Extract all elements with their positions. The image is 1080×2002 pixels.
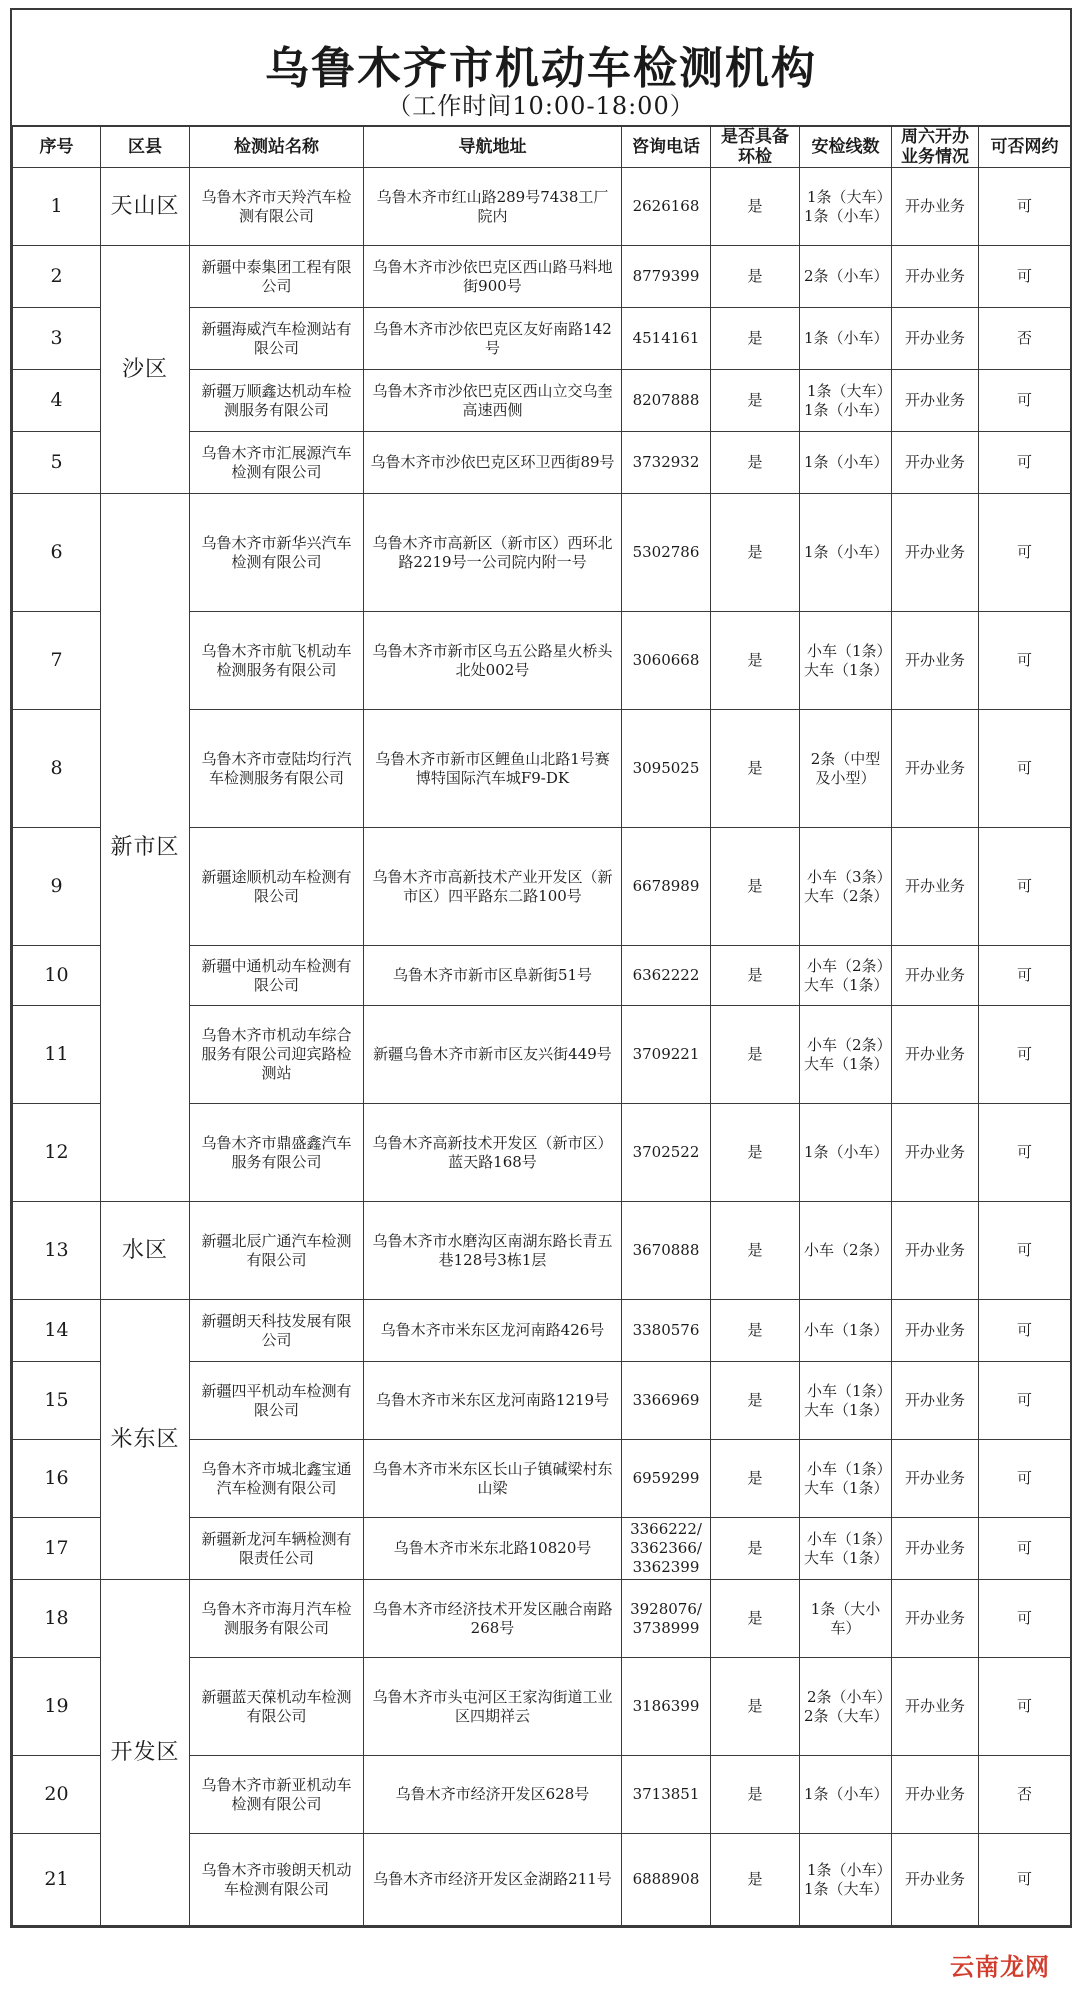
station-phone: 3095025 [622,710,711,828]
station-phone: 8779399 [622,246,711,308]
table-row [13,246,1071,308]
station-name: 新疆途顺机动车检测有限公司 [190,828,364,946]
inspection-lines: 2条（中型及小型） [800,710,892,828]
row-number: 13 [13,1202,101,1300]
station-name: 新疆蓝天葆机动车检测有限公司 [190,1658,364,1756]
online-booking: 可 [979,494,1071,612]
title-box [12,10,1070,126]
station-name: 乌鲁木齐市鼎盛鑫汽车服务有限公司 [190,1104,364,1202]
env-inspection: 是 [711,710,800,828]
online-booking: 可 [979,1104,1071,1202]
station-address: 乌鲁木齐市新市区鲤鱼山北路1号赛博特国际汽车城F9-DK [364,710,622,828]
env-inspection: 是 [711,1756,800,1834]
district-cell: 米东区 [101,1300,190,1580]
saturday-service: 开办业务 [892,494,979,612]
row-number: 7 [13,612,101,710]
online-booking: 可 [979,1440,1071,1518]
saturday-service: 开办业务 [892,432,979,494]
station-name: 乌鲁木齐市汇展源汽车检测有限公司 [190,432,364,494]
env-inspection: 是 [711,1202,800,1300]
station-phone: 3380576 [622,1300,711,1362]
inspection-lines: 小车（2条）大车（1条） [800,1006,892,1104]
header-cell: 周六开办业务情况 [892,127,979,168]
header-cell: 检测站名称 [190,127,364,168]
station-address: 乌鲁木齐市沙依巴克区环卫西街89号 [364,432,622,494]
table-row [13,168,1071,246]
table-body [13,168,1071,1926]
district-cell: 开发区 [101,1580,190,1926]
saturday-service: 开办业务 [892,1756,979,1834]
inspection-lines: 2条（小车）2条（大车） [800,1658,892,1756]
inspection-lines: 1条（小车） [800,1756,892,1834]
env-inspection: 是 [711,828,800,946]
inspection-lines: 小车（2条）大车（1条） [800,946,892,1006]
online-booking: 可 [979,432,1071,494]
saturday-service: 开办业务 [892,710,979,828]
station-name: 新疆新龙河车辆检测有限责任公司 [190,1518,364,1580]
env-inspection: 是 [711,1580,800,1658]
row-number: 5 [13,432,101,494]
station-phone: 3732932 [622,432,711,494]
online-booking: 可 [979,946,1071,1006]
table-row [13,1580,1071,1658]
inspection-lines: 小车（1条）大车（1条） [800,1518,892,1580]
env-inspection: 是 [711,946,800,1006]
row-number: 6 [13,494,101,612]
env-inspection: 是 [711,612,800,710]
header-cell: 序号 [13,127,101,168]
station-phone: 6959299 [622,1440,711,1518]
header-row [13,127,1071,168]
saturday-service: 开办业务 [892,308,979,370]
station-address: 乌鲁木齐市经济技术开发区融合南路268号 [364,1580,622,1658]
row-number: 18 [13,1580,101,1658]
working-hours-subtitle: （工作时间10:00-18:00） [387,92,695,120]
inspection-lines: 小车（1条）大车（1条） [800,612,892,710]
station-address: 乌鲁木齐市沙依巴克区友好南路142号 [364,308,622,370]
station-name: 新疆中通机动车检测有限公司 [190,946,364,1006]
row-number: 4 [13,370,101,432]
district-cell: 沙区 [101,246,190,494]
saturday-service: 开办业务 [892,1006,979,1104]
station-phone: 3713851 [622,1756,711,1834]
online-booking: 可 [979,612,1071,710]
district-cell: 新市区 [101,494,190,1202]
env-inspection: 是 [711,1440,800,1518]
row-number: 1 [13,168,101,246]
inspection-lines: 1条（大车）1条（小车） [800,370,892,432]
online-booking: 可 [979,710,1071,828]
station-phone: 6362222 [622,946,711,1006]
saturday-service: 开办业务 [892,1658,979,1756]
row-number: 12 [13,1104,101,1202]
inspection-lines: 小车（2条） [800,1202,892,1300]
saturday-service: 开办业务 [892,1518,979,1580]
saturday-service: 开办业务 [892,1202,979,1300]
env-inspection: 是 [711,246,800,308]
saturday-service: 开办业务 [892,828,979,946]
station-address: 乌鲁木齐市沙依巴克区西山路马料地街900号 [364,246,622,308]
station-name: 新疆万顺鑫达机动车检测服务有限公司 [190,370,364,432]
station-address: 乌鲁木齐市经济开发区628号 [364,1756,622,1834]
station-phone: 3928076/3738999 [622,1580,711,1658]
online-booking: 可 [979,1300,1071,1362]
env-inspection: 是 [711,370,800,432]
online-booking: 可 [979,1834,1071,1926]
row-number: 21 [13,1834,101,1926]
env-inspection: 是 [711,1300,800,1362]
env-inspection: 是 [711,432,800,494]
station-address: 乌鲁木齐市头屯河区王家沟街道工业区四期祥云 [364,1658,622,1756]
env-inspection: 是 [711,1006,800,1104]
online-booking: 可 [979,1658,1071,1756]
station-phone: 4514161 [622,308,711,370]
inspection-lines: 小车（1条）大车（1条） [800,1362,892,1440]
env-inspection: 是 [711,1658,800,1756]
env-inspection: 是 [711,494,800,612]
station-address: 新疆乌鲁木齐市新市区友兴街449号 [364,1006,622,1104]
station-name: 新疆北辰广通汽车检测有限公司 [190,1202,364,1300]
online-booking: 可 [979,828,1071,946]
inspection-lines: 小车（1条）大车（1条） [800,1440,892,1518]
station-address: 乌鲁木齐市米东区龙河南路1219号 [364,1362,622,1440]
saturday-service: 开办业务 [892,612,979,710]
district-cell: 水区 [101,1202,190,1300]
station-phone: 3366969 [622,1362,711,1440]
online-booking: 可 [979,1580,1071,1658]
inspection-lines: 1条（小车） [800,432,892,494]
station-name: 乌鲁木齐市新华兴汽车检测有限公司 [190,494,364,612]
row-number: 19 [13,1658,101,1756]
station-name: 乌鲁木齐市机动车综合服务有限公司迎宾路检测站 [190,1006,364,1104]
row-number: 2 [13,246,101,308]
station-address: 乌鲁木齐高新技术开发区（新市区）蓝天路168号 [364,1104,622,1202]
saturday-service: 开办业务 [892,1362,979,1440]
station-name: 乌鲁木齐市骏朗天机动车检测有限公司 [190,1834,364,1926]
header-cell: 安检线数 [800,127,892,168]
row-number: 20 [13,1756,101,1834]
table-row [13,1202,1071,1300]
station-phone: 8207888 [622,370,711,432]
station-address: 乌鲁木齐市高新区（新市区）西环北路2219号一公司院内附一号 [364,494,622,612]
header-cell: 是否具备环检 [711,127,800,168]
row-number: 15 [13,1362,101,1440]
station-name: 新疆四平机动车检测有限公司 [190,1362,364,1440]
env-inspection: 是 [711,308,800,370]
station-name: 新疆海威汽车检测站有限公司 [190,308,364,370]
env-inspection: 是 [711,1104,800,1202]
online-booking: 可 [979,1518,1071,1580]
header-cell: 咨询电话 [622,127,711,168]
station-name: 新疆朗天科技发展有限公司 [190,1300,364,1362]
row-number: 8 [13,710,101,828]
inspection-lines: 小车（1条） [800,1300,892,1362]
row-number: 16 [13,1440,101,1518]
station-name: 新疆中泰集团工程有限公司 [190,246,364,308]
station-phone: 5302786 [622,494,711,612]
online-booking: 否 [979,1756,1071,1834]
station-phone: 3186399 [622,1658,711,1756]
inspection-stations-table [12,126,1071,1926]
online-booking: 否 [979,308,1071,370]
row-number: 3 [13,308,101,370]
online-booking: 可 [979,370,1071,432]
station-phone: 6888908 [622,1834,711,1926]
online-booking: 可 [979,1362,1071,1440]
saturday-service: 开办业务 [892,946,979,1006]
inspection-table-sheet [10,8,1072,1928]
env-inspection: 是 [711,1362,800,1440]
station-address: 乌鲁木齐市经济开发区金湖路211号 [364,1834,622,1926]
row-number: 11 [13,1006,101,1104]
station-name: 乌鲁木齐市壹陆均行汽车检测服务有限公司 [190,710,364,828]
district-cell: 天山区 [101,168,190,246]
station-address: 乌鲁木齐市新市区阜新街51号 [364,946,622,1006]
env-inspection: 是 [711,168,800,246]
page-title: 乌鲁木齐市机动车检测机构 [265,43,817,94]
saturday-service: 开办业务 [892,1300,979,1362]
station-address: 乌鲁木齐市米东区长山子镇碱梁村东山梁 [364,1440,622,1518]
inspection-lines: 1条（小车） [800,1104,892,1202]
saturday-service: 开办业务 [892,246,979,308]
station-address: 乌鲁木齐市水磨沟区南湖东路长青五巷128号3栋1层 [364,1202,622,1300]
saturday-service: 开办业务 [892,168,979,246]
station-phone: 3702522 [622,1104,711,1202]
inspection-lines: 1条（小车）1条（大车） [800,1834,892,1926]
station-phone: 3366222/3362366/3362399 [622,1518,711,1580]
station-name: 乌鲁木齐市新亚机动车检测有限公司 [190,1756,364,1834]
saturday-service: 开办业务 [892,1104,979,1202]
station-name: 乌鲁木齐市城北鑫宝通汽车检测有限公司 [190,1440,364,1518]
station-name: 乌鲁木齐市海月汽车检测服务有限公司 [190,1580,364,1658]
saturday-service: 开办业务 [892,370,979,432]
saturday-service: 开办业务 [892,1580,979,1658]
station-address: 乌鲁木齐市红山路289号7438工厂院内 [364,168,622,246]
env-inspection: 是 [711,1518,800,1580]
inspection-lines: 小车（3条）大车（2条） [800,828,892,946]
table-row [13,494,1071,612]
online-booking: 可 [979,1006,1071,1104]
header-cell: 导航地址 [364,127,622,168]
station-address: 乌鲁木齐市米东区龙河南路426号 [364,1300,622,1362]
online-booking: 可 [979,1202,1071,1300]
header-cell: 可否网约 [979,127,1071,168]
online-booking: 可 [979,246,1071,308]
station-name: 乌鲁木齐市航飞机动车检测服务有限公司 [190,612,364,710]
station-phone: 6678989 [622,828,711,946]
station-address: 乌鲁木齐市沙依巴克区西山立交乌奎高速西侧 [364,370,622,432]
saturday-service: 开办业务 [892,1440,979,1518]
station-address: 乌鲁木齐市高新技术产业开发区（新市区）四平路东二路100号 [364,828,622,946]
online-booking: 可 [979,168,1071,246]
inspection-lines: 1条（小车） [800,308,892,370]
station-address: 乌鲁木齐市新市区乌五公路星火桥头北处002号 [364,612,622,710]
station-phone: 3670888 [622,1202,711,1300]
saturday-service: 开办业务 [892,1834,979,1926]
station-name: 乌鲁木齐市天羚汽车检测有限公司 [190,168,364,246]
row-number: 10 [13,946,101,1006]
row-number: 17 [13,1518,101,1580]
env-inspection: 是 [711,1834,800,1926]
station-phone: 2626168 [622,168,711,246]
station-phone: 3709221 [622,1006,711,1104]
station-address: 乌鲁木齐市米东北路10820号 [364,1518,622,1580]
header-cell: 区县 [101,127,190,168]
station-phone: 3060668 [622,612,711,710]
table-row [13,1300,1071,1362]
inspection-lines: 1条（大小车） [800,1580,892,1658]
watermark-logo: 云南龙网 [944,1945,1056,1984]
inspection-lines: 2条（小车） [800,246,892,308]
row-number: 14 [13,1300,101,1362]
inspection-lines: 1条（小车） [800,494,892,612]
inspection-lines: 1条（大车）1条（小车） [800,168,892,246]
row-number: 9 [13,828,101,946]
